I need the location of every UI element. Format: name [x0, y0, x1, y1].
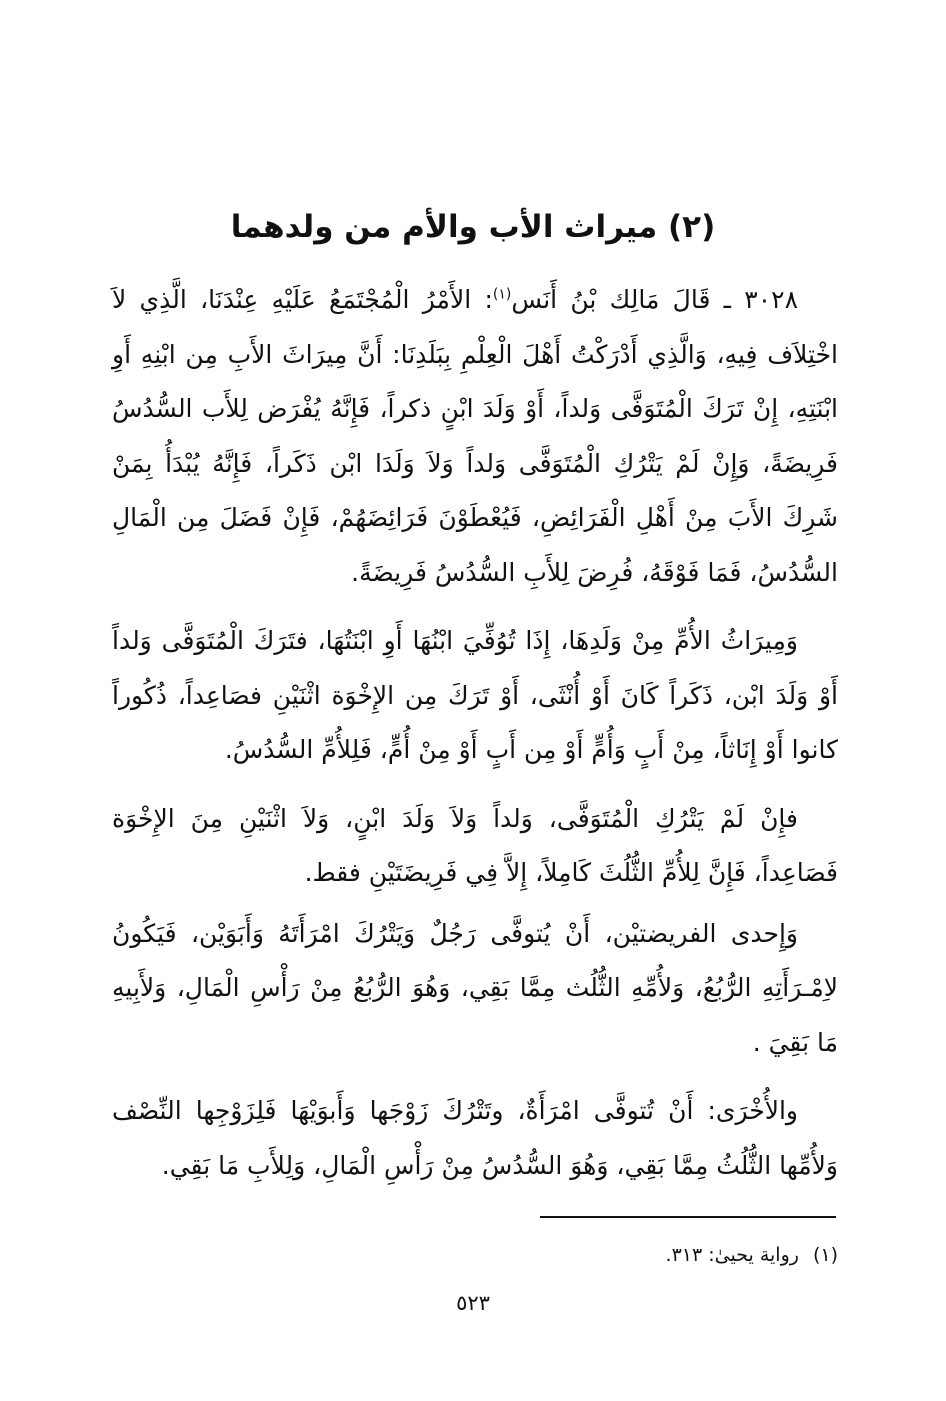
paragraph-4: وَإِحدى الفريضتيْن، أَنْ يُتوفَّى رَجُلٌ وَيَتْرُكَ امْرَأَتَهُ وَأَبَوَيْن، فَيَكُونُ لاِمْـرَأَتِهِ الرُّبُعُ، وَلأُمِّهِ الثُّلُث مِمَّا بَقِي، وَهُوَ الرُّبُعُ مِنْ رَأْسِ الْمَالِ، وَلأَبِيهِ مَا بَقِيَ .: [112, 918, 838, 1057]
page-number: ٥٢٣: [456, 1291, 490, 1315]
paragraph-1-rest: : الأَمْرُ الْمُجْتَمَعُ عَلَيْهِ عِنْدَنَا، الَّذِي لاَ اخْتِلاَف فِيهِ، وَالَّذِي أَدْرَكْتُ أَهْلَ الْعِلْمِ بِبَلَدِنَا: أَنَّ مِيرَاثَ الأَبِ مِن ابْنِهِ أَوِ ابْنَتِهِ، إِنْ تَرَكَ الْمُتَوَفَّى وَلداً، أَوْ وَلَدَ ابْنٍ ذكراً، فَإِنَّهُ يُفْرَض لِلأَب السُّدُسُ فَرِيضَةً، وَإِنْ لَمْ يَتْرُكِ الْمُتَوَفَّى وَلداً وَلاَ وَلَدَا ابْن ذَكَراً، فَإِنَّهُ يُبْدَأُ بِمَنْ شَرِكَ الأَبَ مِنْ أَهْلِ الْفَرَائِضِ، فَيُعْطَوْنَ فَرَائِضَهُمْ، فَإِنْ فَضَلَ مِن الْمَالِ السُّدُسُ، فَمَا فَوْقَهُ، فُرِضَ لِلأَبِ السُّدُسُ فَرِيضَةً.: [112, 285, 838, 587]
paragraph-3: فإِنْ لَمْ يَتْرُكِ الْمُتَوَفَّى، وَلداً وَلاَ وَلَدَ ابْنٍ، وَلاَ اثْنَيْنِ مِنَ الإِخْوَة فَصَاعِداً، فَإِنَّ لِلأُمِّ الثُّلُثَ كَامِلاً، إِلاَّ فِي فَرِيضَتَيْنِ فقط.: [112, 803, 838, 887]
footnote-divider: [540, 1216, 836, 1218]
footnote: [120, 1240, 838, 1270]
footnote-marker: (١): [812, 1244, 838, 1266]
main-text: [112, 273, 838, 1207]
footnote-reference[interactable]: (١): [492, 286, 512, 303]
paragraph-1-start: ٣٠٢٨ ـ قَالَ مَالِك بْنُ أَنَس: [511, 285, 799, 314]
chapter-title: (٢) ميراث الأب والأم من ولدهما: [230, 208, 716, 245]
paragraph-2: وَمِيرَاثُ الأُمِّ مِنْ وَلَدِهَا، إِذَا تُوُفِّيَ ابْنُهَا أَوِ ابْنَتُهَا، فتَرَكَ الْمُتَوَفَّى وَلداً أَوْ وَلَدَ ابْن، ذَكَراً كَانَ أَوْ أُنْثَى، أَوْ تَرَكَ مِن الإِخْوَة اثْنَيْنِ فصَاعِداً، ذُكُوراً كانوا أَوْ إِنَاثاً، مِنْ أَبٍ وَأُمٍّ أَوْ مِن أَبٍ أَوْ مِنْ أُمٍّ، فَلِلأُمِّ السُّدُسُ.: [112, 626, 838, 764]
paragraph-5: والأُخْرَى: أَنْ تُتوفَّى امْرَأَةٌ، وتَتْرُكَ زَوْجَها وَأَبوَيْهَا فَلِزَوْجِها النِّصْف وَلأُمِّها الثُّلُثُ مِمَّا بَقِي، وَهُوَ السُّدُسُ مِنْ رَأْسِ الْمَالِ، وَلِلأَبِ مَا بَقِي.: [112, 1096, 838, 1180]
footnote-text: رواية يحيىٰ: ٣١٣.: [665, 1244, 799, 1266]
paragraph-1: [112, 273, 838, 600]
